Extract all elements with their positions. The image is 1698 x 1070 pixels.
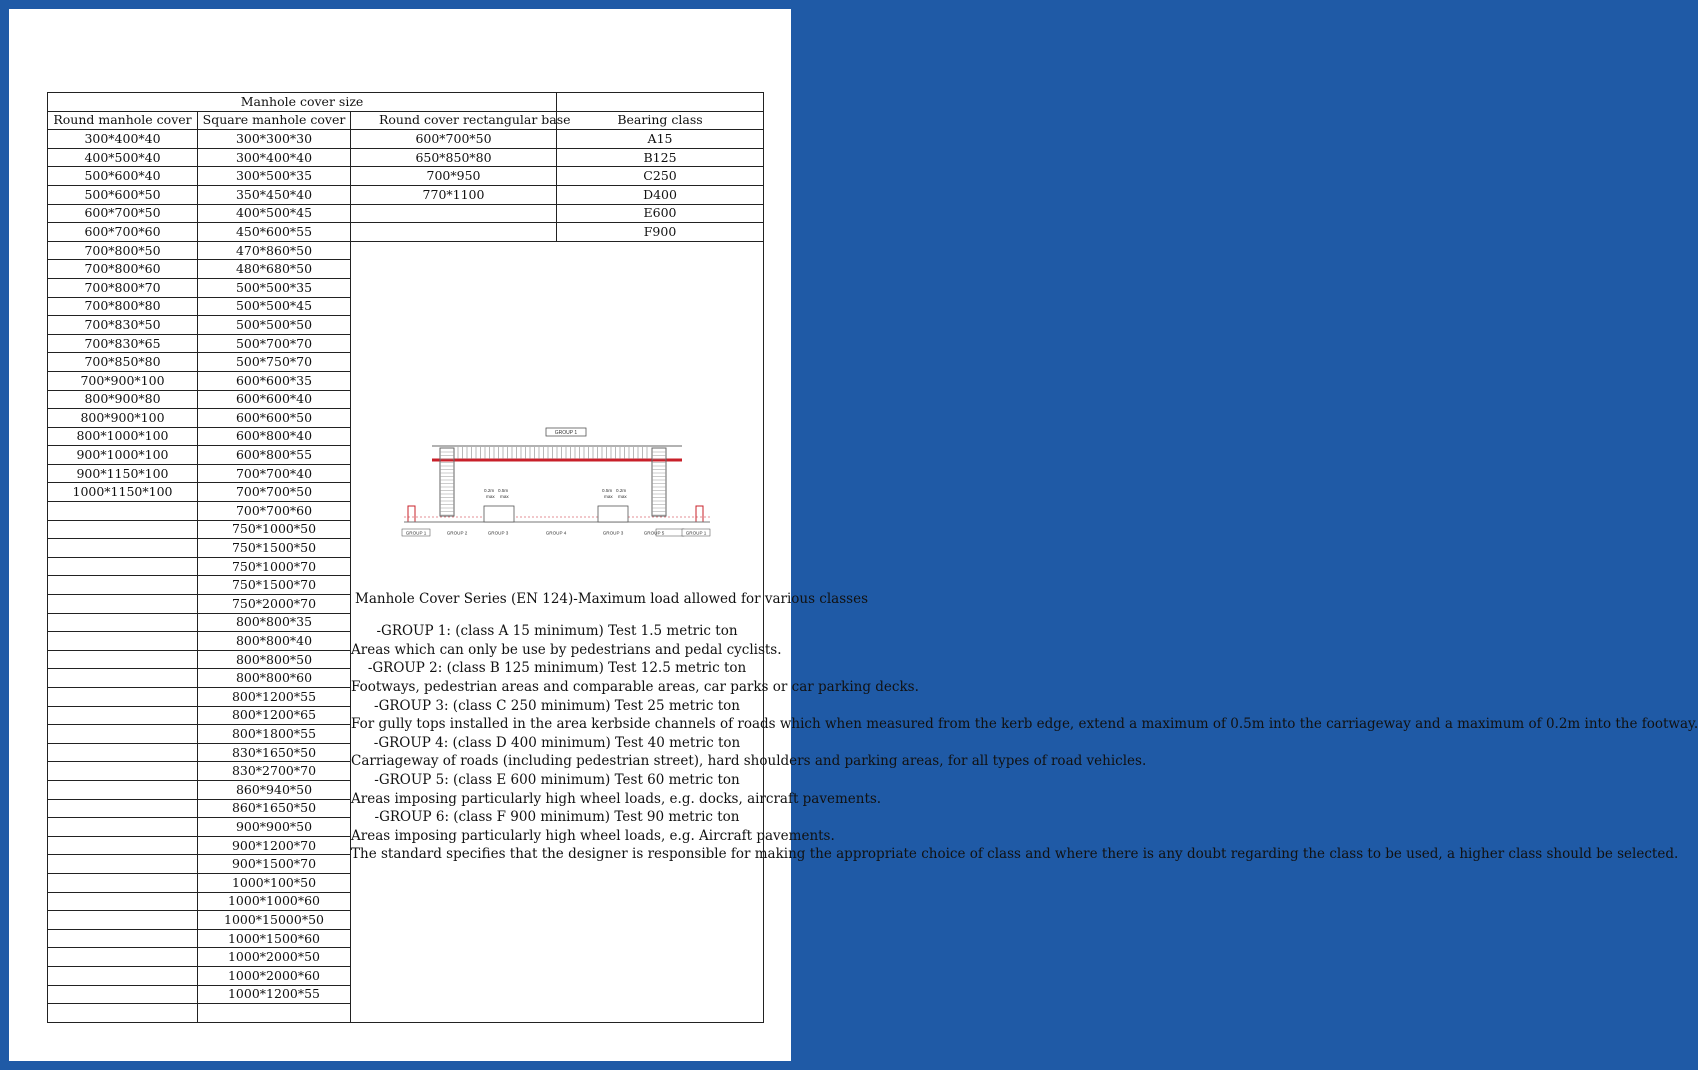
col-round-cover: Round manhole cover — [48, 111, 198, 130]
square-cover-cell: 750*2000*70 — [198, 595, 351, 614]
round-cover-cell — [48, 873, 198, 892]
group-head: -GROUP 4: (class D 400 minimum) Test 40 metric ton — [373, 734, 741, 751]
round-cover-cell: 700*830*65 — [48, 334, 198, 353]
square-cover-cell: 830*2700*70 — [198, 762, 351, 781]
group-body: Areas imposing particularly high wheel loads, e.g. docks, aircraft pavements. — [351, 790, 882, 807]
square-cover-cell: 300*300*30 — [198, 130, 351, 149]
road-groups-diagram — [402, 428, 712, 540]
square-cover-cell: 500*500*45 — [198, 297, 351, 316]
en124-info-panel — [351, 241, 1698, 1022]
col-bearing-class: Bearing class — [557, 111, 764, 130]
blank-header-cell — [557, 93, 764, 112]
square-cover-cell — [198, 1004, 351, 1023]
round-cover-cell — [48, 966, 198, 985]
square-cover-cell: 500*750*70 — [198, 353, 351, 372]
table-row — [48, 167, 764, 186]
dim-label: max — [500, 493, 509, 499]
group-body: Footways, pedestrian areas and comparable areas, car parks or car parking decks. — [351, 678, 919, 695]
group-label: GROUP 1 — [685, 530, 707, 536]
dim-label: 0.5m — [498, 487, 509, 493]
dim-label: max — [618, 493, 627, 499]
group-3 — [351, 697, 1698, 734]
group-label: GROUP 3 — [602, 530, 624, 536]
gully-left — [484, 506, 514, 522]
table-title: Manhole cover size — [48, 93, 557, 112]
bearing-class-cell: B125 — [557, 148, 764, 167]
col-round-rect-base: Round cover rectangular base — [351, 111, 557, 130]
round-cover-cell: 700*900*100 — [48, 371, 198, 390]
table-row — [48, 241, 764, 260]
square-cover-cell: 1000*100*50 — [198, 873, 351, 892]
group-body: Areas which can only be use by pedestrians and pedal cyclists. — [351, 641, 782, 658]
bearing-class-cell: C250 — [557, 167, 764, 186]
left-pillar — [440, 448, 454, 516]
dimension-labels — [484, 488, 627, 499]
round-cover-cell — [48, 892, 198, 911]
table-row — [48, 130, 764, 149]
bearing-class-cell: D400 — [557, 185, 764, 204]
rect-base-cell: 650*850*80 — [351, 148, 557, 167]
square-cover-cell: 480*680*50 — [198, 260, 351, 279]
square-cover-cell: 400*500*45 — [198, 204, 351, 223]
round-cover-cell: 900*1150*100 — [48, 464, 198, 483]
square-cover-cell: 600*800*55 — [198, 446, 351, 465]
square-cover-cell: 500*500*35 — [198, 278, 351, 297]
group-label: GROUP 3 — [487, 530, 509, 536]
square-cover-cell: 1000*2000*50 — [198, 948, 351, 967]
round-cover-cell — [48, 836, 198, 855]
dim-label: max — [604, 493, 613, 499]
round-cover-cell: 600*700*60 — [48, 223, 198, 242]
round-cover-cell: 700*800*50 — [48, 241, 198, 260]
diagram-top-label: GROUP 1 — [554, 429, 578, 436]
round-cover-cell: 400*500*40 — [48, 148, 198, 167]
square-cover-cell: 900*1200*70 — [198, 836, 351, 855]
group-label: GROUP 5 — [643, 530, 665, 536]
square-cover-cell: 1000*2000*60 — [198, 966, 351, 985]
round-cover-cell: 800*1000*100 — [48, 427, 198, 446]
square-cover-cell: 700*700*40 — [198, 464, 351, 483]
round-cover-cell: 700*800*70 — [48, 278, 198, 297]
round-cover-cell — [48, 911, 198, 930]
round-cover-cell: 300*400*40 — [48, 130, 198, 149]
round-cover-cell: 800*900*100 — [48, 409, 198, 428]
square-cover-cell: 860*1650*50 — [198, 799, 351, 818]
beam-hatch — [458, 447, 647, 459]
round-cover-cell: 1000*1150*100 — [48, 483, 198, 502]
group-1 — [351, 622, 782, 659]
rect-base-cell: 770*1100 — [351, 185, 557, 204]
table-row — [48, 185, 764, 204]
round-cover-cell — [48, 948, 198, 967]
round-cover-cell — [48, 985, 198, 1004]
group-head: -GROUP 2: (class B 125 minimum) Test 12.5 metric ton — [367, 660, 747, 677]
square-cover-cell: 1000*1000*60 — [198, 892, 351, 911]
group-4 — [351, 734, 1147, 771]
round-cover-cell: 600*700*50 — [48, 204, 198, 223]
square-cover-cell: 600*600*35 — [198, 371, 351, 390]
left-post — [408, 506, 415, 522]
round-cover-cell: 500*600*40 — [48, 167, 198, 186]
round-cover-cell — [48, 650, 198, 669]
standard-note: The standard specifies that the designer is responsible for making the appropriate choice of class and where there is any doubt regarding the class to be used, a higher class should be selected. — [351, 846, 1679, 863]
gully-right — [598, 506, 628, 522]
group-labels — [406, 530, 707, 535]
square-cover-cell: 750*1500*70 — [198, 576, 351, 595]
square-cover-cell: 450*600*55 — [198, 223, 351, 242]
square-cover-cell: 470*860*50 — [198, 241, 351, 260]
dim-label: max — [486, 493, 495, 499]
square-cover-cell: 600*600*40 — [198, 390, 351, 409]
square-cover-cell: 500*500*50 — [198, 316, 351, 335]
rect-base-cell — [351, 223, 557, 242]
round-cover-cell: 500*600*50 — [48, 185, 198, 204]
square-cover-cell: 800*800*50 — [198, 650, 351, 669]
group-6 — [351, 808, 835, 845]
round-cover-cell — [48, 780, 198, 799]
right-post — [696, 506, 703, 522]
square-cover-cell: 600*600*50 — [198, 409, 351, 428]
square-cover-cell: 300*500*35 — [198, 167, 351, 186]
dim-label: 0.2m — [616, 487, 627, 493]
round-cover-cell — [48, 799, 198, 818]
round-cover-cell — [48, 669, 198, 688]
square-cover-cell: 900*1500*70 — [198, 855, 351, 874]
table-row — [48, 204, 764, 223]
square-cover-cell: 900*900*50 — [198, 818, 351, 837]
rect-base-cell: 700*950 — [351, 167, 557, 186]
group-label: GROUP 4 — [545, 530, 567, 536]
round-cover-cell — [48, 929, 198, 948]
round-cover-cell: 700*800*60 — [48, 260, 198, 279]
square-cover-cell: 800*800*60 — [198, 669, 351, 688]
round-cover-cell — [48, 502, 198, 521]
round-cover-cell: 700*830*50 — [48, 316, 198, 335]
dim-label: 0.5m — [602, 487, 613, 493]
round-cover-cell — [48, 576, 198, 595]
square-cover-cell: 1000*1500*60 — [198, 929, 351, 948]
square-cover-cell: 750*1000*70 — [198, 557, 351, 576]
square-cover-cell: 600*800*40 — [198, 427, 351, 446]
manhole-cover-table — [47, 92, 1698, 1023]
round-cover-cell — [48, 632, 198, 651]
square-cover-cell: 700*700*60 — [198, 502, 351, 521]
square-cover-cell: 1000*1200*55 — [198, 985, 351, 1004]
group-head: -GROUP 3: (class C 250 minimum) Test 25 metric ton — [374, 697, 740, 714]
square-cover-cell: 750*1500*50 — [198, 539, 351, 558]
right-pillar — [652, 448, 666, 516]
square-cover-cell: 800*800*40 — [198, 632, 351, 651]
square-cover-cell: 750*1000*50 — [198, 520, 351, 539]
square-cover-cell: 800*800*35 — [198, 613, 351, 632]
series-title: Manhole Cover Series (EN 124)-Maximum load allowed for various classes — [355, 590, 869, 607]
round-cover-cell — [48, 706, 198, 725]
rect-base-cell: 600*700*50 — [351, 130, 557, 149]
round-cover-cell: 900*1000*100 — [48, 446, 198, 465]
square-cover-cell: 800*1200*55 — [198, 688, 351, 707]
round-cover-cell: 700*800*80 — [48, 297, 198, 316]
round-cover-cell — [48, 762, 198, 781]
group-body: For gully tops installed in the area kerbside channels of roads which when measured from the kerb edge, extend a maximum of 0.5m into the carriageway and a maximum of 0.2m into the footway. — [351, 716, 1698, 733]
table-row — [48, 148, 764, 167]
group-2 — [351, 659, 919, 696]
title-row — [48, 93, 764, 112]
group-label: GROUP 2 — [446, 530, 468, 536]
col-square-cover: Square manhole cover — [198, 111, 351, 130]
bearing-class-cell: F900 — [557, 223, 764, 242]
square-cover-cell: 500*700*70 — [198, 334, 351, 353]
round-cover-cell — [48, 743, 198, 762]
round-cover-cell — [48, 855, 198, 874]
bearing-class-cell: E600 — [557, 204, 764, 223]
square-cover-cell: 800*1800*55 — [198, 725, 351, 744]
group-head: -GROUP 1: (class A 15 minimum) Test 1.5 metric ton — [376, 623, 738, 640]
round-cover-cell — [48, 688, 198, 707]
group-body: Carriageway of roads (including pedestrian street), hard shoulders and parking areas, for all types of road vehicles. — [351, 753, 1147, 770]
square-cover-cell: 1000*15000*50 — [198, 911, 351, 930]
round-cover-cell — [48, 557, 198, 576]
square-cover-cell: 800*1200*65 — [198, 706, 351, 725]
round-cover-cell — [48, 613, 198, 632]
group-list — [351, 622, 1698, 864]
bearing-class-cell: A15 — [557, 130, 764, 149]
dim-label: 0.2m — [484, 487, 495, 493]
round-cover-cell — [48, 595, 198, 614]
round-cover-cell — [48, 539, 198, 558]
square-cover-cell: 700*700*50 — [198, 483, 351, 502]
round-cover-cell — [48, 1004, 198, 1023]
group-head: -GROUP 6: (class F 900 minimum) Test 90 metric ton — [374, 809, 740, 826]
round-cover-cell: 700*850*80 — [48, 353, 198, 372]
round-cover-cell — [48, 818, 198, 837]
round-cover-cell — [48, 520, 198, 539]
square-cover-cell: 860*940*50 — [198, 780, 351, 799]
group-label: GROUP 1 — [405, 530, 427, 536]
round-cover-cell — [48, 725, 198, 744]
square-cover-cell: 300*400*40 — [198, 148, 351, 167]
group-body: Areas imposing particularly high wheel loads, e.g. Aircraft pavements. — [351, 827, 835, 844]
group-5 — [351, 771, 882, 808]
column-header-row — [48, 111, 764, 130]
rect-base-cell — [351, 204, 557, 223]
square-cover-cell: 350*450*40 — [198, 185, 351, 204]
group-head: -GROUP 5: (class E 600 minimum) Test 60 metric ton — [374, 771, 740, 788]
table-row — [48, 223, 764, 242]
round-cover-cell: 800*900*80 — [48, 390, 198, 409]
square-cover-cell: 830*1650*50 — [198, 743, 351, 762]
